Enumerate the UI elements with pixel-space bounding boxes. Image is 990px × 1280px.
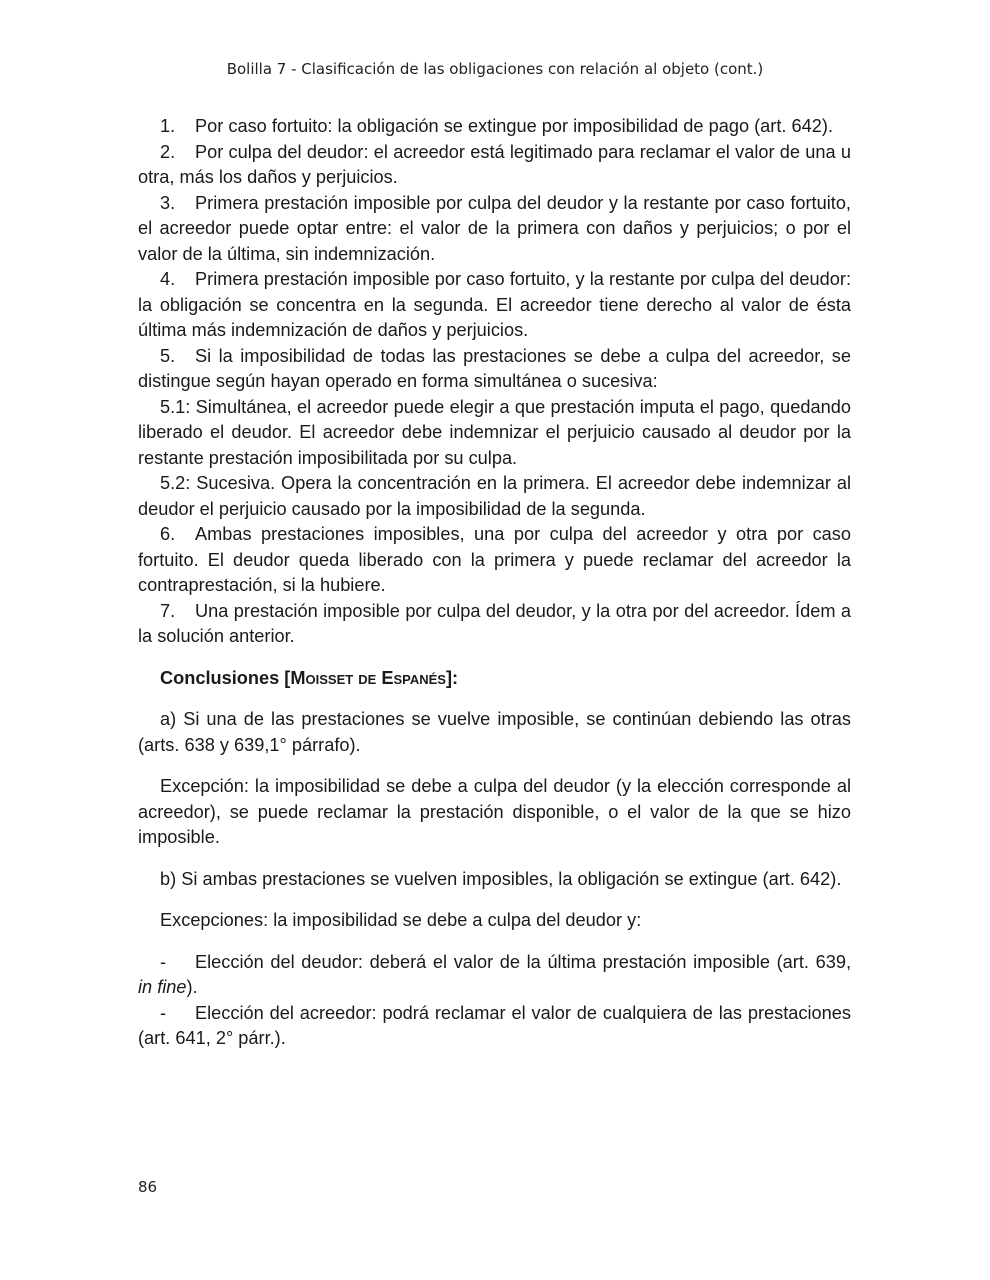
sub-item <box>138 395 851 472</box>
list-item-text: Primera prestación imposible por caso fortuito, y la restante por culpa del deudor: la obligación se concentra en la segunda. El acreedor tiene derecho al valor de ésta última más indemnización de daños y perjuicios. <box>138 269 851 340</box>
list-item <box>138 522 851 599</box>
list-item <box>138 191 851 268</box>
conclusion-b: b) Si ambas prestaciones se vuelven imposibles, la obligación se extingue (art. 642). <box>160 868 842 889</box>
bullet-item: - Elección del deudor: deberá el valor de la última prestación imposible (art. 639, in fine). <box>138 951 851 997</box>
list-item-text: Primera prestación imposible por culpa del deudor y la restante por caso fortuito, el acreedor puede optar entre: el valor de la primera con daños y perjuicios; o por el valor de la última, sin indemnización. <box>138 192 851 264</box>
list-marker: 7. <box>160 600 176 621</box>
list-item <box>138 140 851 191</box>
sub-item-text: 5.1: Simultánea, el acreedor puede elegir a que prestación imputa el pago, quedando liberado el deudor. El acreedor debe indemnizar el perjuicio causado al deudor por la restante prestación imposibilitada por su culpa. <box>138 396 851 468</box>
conclusion-exception: Excepción: la imposibilidad se debe a culpa del deudor (y la elección corresponde al acreedor), se puede reclamar la prestación disponible, o el valor de la que se hizo imposible. <box>138 776 851 847</box>
list-marker: 4. <box>160 269 176 289</box>
list-marker: 2. <box>160 141 176 162</box>
list-marker: 6. <box>160 524 176 544</box>
list-marker: 5. <box>160 345 176 366</box>
list-marker: 1. <box>160 116 176 136</box>
running-header: Bolilla 7 - Clasificación de las obligaciones con relación al objeto (cont.) <box>226 60 764 78</box>
bullet-marker: - <box>160 1002 167 1023</box>
conclusion-a: a) Si una de las prestaciones se vuelve imposible, se continúan debiendo las otras (arts. 638 y 639,1° párrafo). <box>138 709 851 755</box>
sub-item <box>138 471 851 522</box>
list-item <box>138 344 851 395</box>
list-item-text: Por culpa del deudor: el acreedor está legitimado para reclamar el valor de una u otra, más los daños y perjuicios. <box>138 141 851 187</box>
list-item <box>138 267 851 344</box>
list-item <box>138 599 851 650</box>
list-item-text: Por caso fortuito: la obligación se extingue por imposibilidad de pago (art. 642). <box>195 116 833 136</box>
list-item <box>138 114 851 140</box>
list-item-text: Ambas prestaciones imposibles, una por culpa del acreedor y otra por caso fortuito. El deudor queda liberado con la primera y puede reclamar del acreedor la contraprestación, si la hubiere. <box>138 524 851 595</box>
page-number: 86 <box>138 1178 158 1196</box>
sub-item-text: 5.2: Sucesiva. Opera la concentración en la primera. El acreedor debe indemnizar al deudor el perjuicio causado por la imposibilidad de la segunda. <box>138 473 851 519</box>
bullet-item: - Elección del acreedor: podrá reclamar el valor de cualquiera de las prestaciones (art. 641, 2° párr.). <box>138 1002 851 1048</box>
italic-term: in fine <box>138 977 187 997</box>
list-item-text: Una prestación imposible por culpa del deudor, y la otra por del acreedor. Ídem a la solución anterior. <box>138 600 851 646</box>
author-name: Moisset de Espanés <box>290 667 446 688</box>
list-item-text: Si la imposibilidad de todas las prestaciones se debe a culpa del acreedor, se distingue según hayan operado en forma simultánea o sucesiva: <box>138 345 851 391</box>
list-marker: 3. <box>160 192 176 213</box>
page-body <box>138 114 851 1052</box>
bullet-marker: - <box>160 951 167 972</box>
exceptions-intro: Excepciones: la imposibilidad se debe a culpa del deudor y: <box>160 910 642 930</box>
conclusions-heading: Conclusiones [Moisset de Espanés]: <box>160 667 459 688</box>
